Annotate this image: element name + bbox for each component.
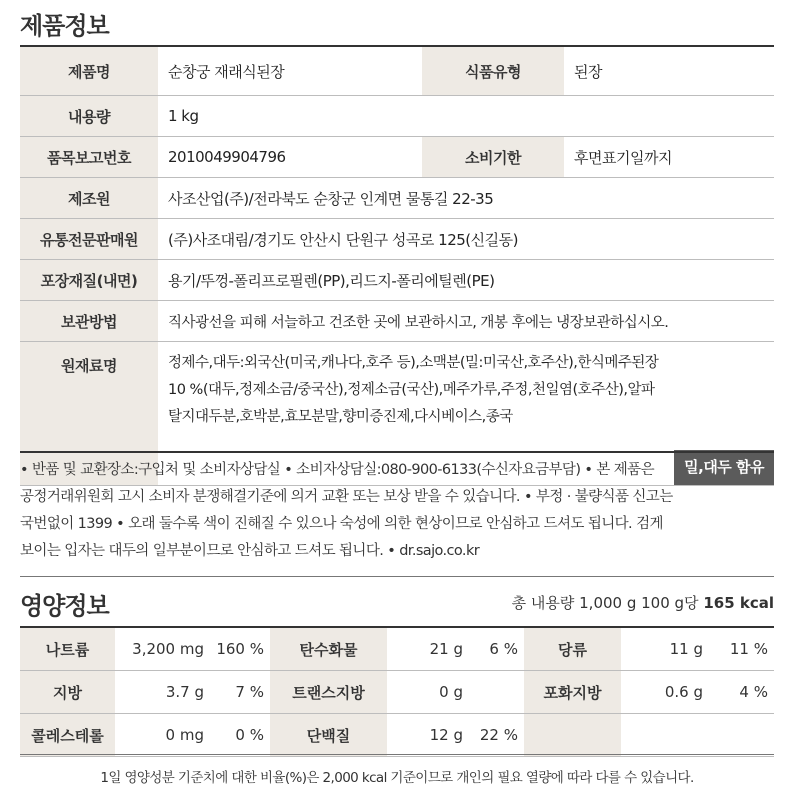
storage-value: 직사광선을 피해 서늘하고 건조한 곳에 보관하시고, 개봉 후에는 냉장보관하십시오. [158, 301, 774, 342]
product-info-title: 제품정보 [20, 12, 109, 40]
info-row-pack [20, 260, 774, 301]
nutrient-amount: 11 g [621, 628, 709, 671]
nutrition-divider [20, 576, 774, 577]
nutrient-percent: 160 % [210, 628, 270, 671]
pack-value: 용기/뚜껑-폴리프로필렌(PP),리드지-폴리에틸렌(PE) [158, 260, 774, 301]
nutrient-amount: 12 g [387, 714, 469, 757]
nutrient-percent: 7 % [210, 671, 270, 714]
nutrition-table [20, 628, 774, 757]
raw-line: 탈지대두분,호박분,효모분말,향미증진제,다시베이스,종국 [168, 409, 513, 425]
info-row-maker [20, 178, 774, 219]
nutrient-label: 콜레스테롤 [20, 714, 115, 757]
nutrient-percent: 0 % [210, 714, 270, 757]
note-line: 보이는 입자는 대두의 일부분이므로 안심하고 드셔도 됩니다. • dr.sajo.co.kr [20, 543, 480, 559]
content-value: 1 kg [158, 96, 774, 137]
content-label: 내용량 [20, 96, 158, 137]
nutrient-percent: 22 % [469, 714, 524, 757]
note-line: 공정거래위원회 고시 소비자 분쟁해결기준에 의거 교환 또는 보상 받을 수 있습니다. • 부정 · 불량식품 신고는 [20, 489, 673, 505]
nutrient-label: 지방 [20, 671, 115, 714]
nutrient-label-empty [524, 714, 621, 757]
nutrient-label: 당류 [524, 628, 621, 671]
raw-line: 정제수,대두:외국산(미국,캐나다,호주 등),소맥분(밀:미국산,호주산),한식메주된장 [168, 355, 659, 371]
summary-kcal: 165 kcal [703, 594, 774, 612]
nutrient-amount: 0 g [387, 671, 469, 714]
seller-label: 유통전문판매원 [20, 219, 158, 260]
nutrient-percent: 11 % [709, 628, 774, 671]
nutrition-row [20, 714, 774, 757]
nutrient-label: 탄수화물 [270, 628, 387, 671]
type-value: 된장 [564, 47, 774, 96]
nutrient-amount: 0.6 g [621, 671, 709, 714]
maker-value: 사조산업(주)/전라북도 순창군 인계면 물통길 22-35 [158, 178, 774, 219]
nutrient-percent: 6 % [469, 628, 524, 671]
product-info-table [20, 47, 774, 486]
nutrient-percent [469, 671, 524, 714]
nutrition-row [20, 628, 774, 671]
name-label: 제품명 [20, 47, 158, 96]
name-value: 순창궁 재래식된장 [158, 47, 422, 96]
info-row-content [20, 96, 774, 137]
nutrient-percent: 4 % [709, 671, 774, 714]
nutrient-amount: 3.7 g [115, 671, 210, 714]
type-label: 식품유형 [422, 47, 564, 96]
consumer-notes [20, 457, 774, 565]
nutrient-label: 트랜스지방 [270, 671, 387, 714]
nutrient-label: 포화지방 [524, 671, 621, 714]
raw-label: 원재료명 [20, 342, 158, 486]
info-row-seller [20, 219, 774, 260]
nutrition-footnote: 1일 영양성분 기준치에 대한 비율(%)은 2,000 kcal 기준이므로 개인의 필요 열량에 따라 다를 수 있습니다. [100, 770, 694, 786]
seller-value: (주)사조대림/경기도 안산시 단원구 성곡로 125(신길동) [158, 219, 774, 260]
nutrient-amount [621, 714, 709, 757]
raw-line: 10 %(대두,정제소금/중국산),정제소금(국산),메주가루,주정,천일염(호주산),알파 [168, 382, 655, 398]
allergen-badge: 밀,대두 함유 [674, 450, 774, 485]
nutrient-amount: 0 mg [115, 714, 210, 757]
summary-prefix: 총 내용량 1,000 g 100 g당 [511, 594, 699, 612]
nutrient-label: 나트륨 [20, 628, 115, 671]
nutrition-header [20, 588, 774, 620]
info-row-storage [20, 301, 774, 342]
pack-label: 포장재질(내면) [20, 260, 158, 301]
report-value: 2010049904796 [158, 137, 422, 178]
nutrient-amount: 3,200 mg [115, 628, 210, 671]
footnote-rule [20, 754, 774, 755]
info-row-name [20, 47, 774, 96]
expiry-value: 후면표기일까지 [564, 137, 774, 178]
storage-label: 보관방법 [20, 301, 158, 342]
maker-label: 제조원 [20, 178, 158, 219]
nutrition-summary [512, 592, 774, 613]
note-line: 국번없이 1399 • 오래 둘수록 색이 진해질 수 있으나 숙성에 의한 현상이므로 안심하고 드셔도 됩니다. 검게 [20, 516, 663, 532]
nutrition-title: 영양정보 [20, 592, 109, 620]
info-row-report [20, 137, 774, 178]
note-line: • 반품 및 교환장소:구입처 및 소비자상담실 • 소비자상담실:080-900-6133(수신자요금부담) • 본 제품은 [20, 462, 654, 478]
report-label: 품목보고번호 [20, 137, 158, 178]
nutrient-label: 단백질 [270, 714, 387, 757]
nutrient-amount: 21 g [387, 628, 469, 671]
notes-rule [20, 451, 774, 453]
nutrition-row [20, 671, 774, 714]
nutrient-percent [709, 714, 774, 757]
expiry-label: 소비기한 [422, 137, 564, 178]
